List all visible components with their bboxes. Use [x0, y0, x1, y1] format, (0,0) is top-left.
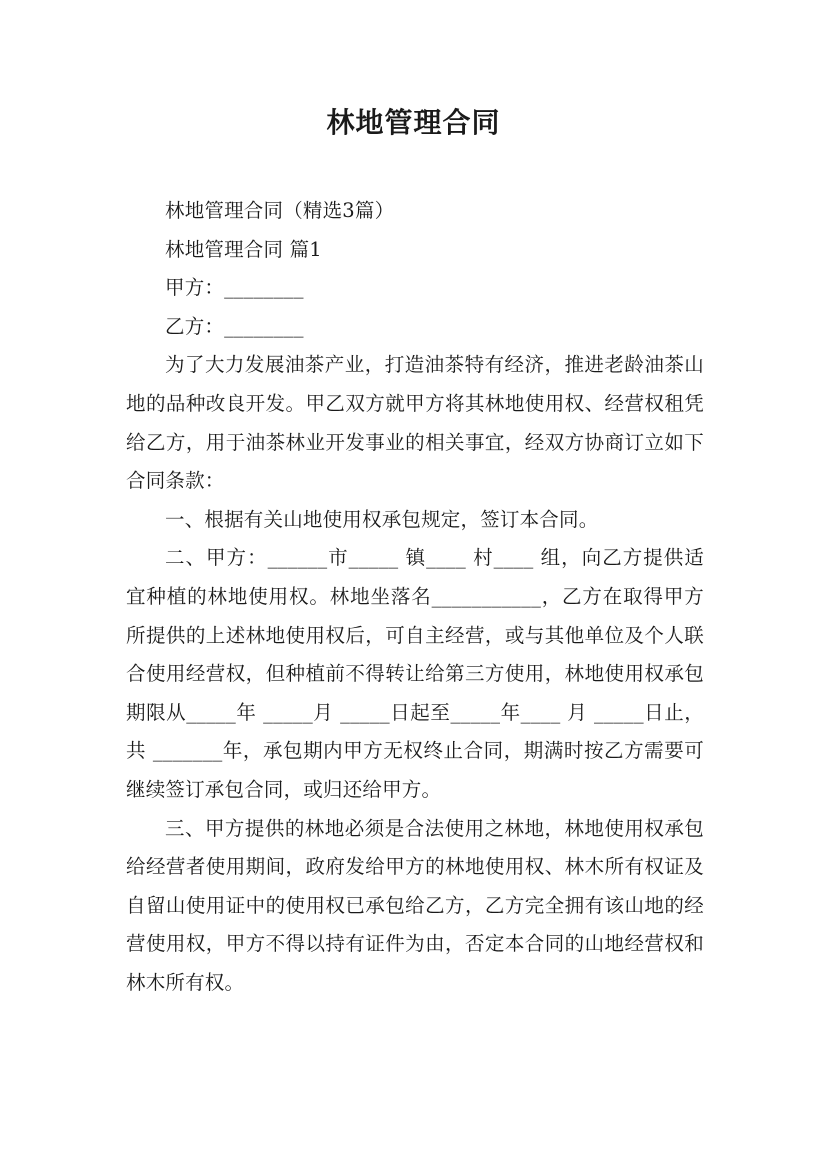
paragraph-clause-3: 三、甲方提供的林地必须是合法使用之林地，林地使用权承包给经营者使用期间，政府发给甲方的林地使用权、林木所有权证及自留山使用证中的使用权已承包给乙方，乙方完全拥有该山地的经营使用权，甲方不得以持有证件为由，否定本合同的山地经营权和林木所有权。: [126, 816, 704, 994]
paragraph-heading: 林地管理合同（精选3篇）: [165, 199, 395, 222]
paragraph-clause-2: 二、甲方：______市_____ 镇____ 村____ 组，向乙方提供适宜种植的林地使用权。林地坐落名___________，乙方在取得甲方所提供的上述林地使用权后，可自主经营，或与其他单位及个人联合使用经营权，但种植前不得转让给第三方使用，林地使用权承包期限从_____年 _____月 _____日起至_____年____ 月 _____日止，共 _______年，承包期内甲方无权终止合同，期满时按乙方需要可继续签订承包合同，或归还给甲方。: [126, 546, 704, 801]
paragraph-preamble: 为了大力发展油茶产业，打造油茶特有经济，推进老龄油茶山地的品种改良开发。甲乙双方就甲方将其林地使用权、经营权租凭给乙方，用于油茶林业开发事业的相关事宜，经双方协商订立如下合同条款：: [126, 353, 704, 493]
document-title: 林地管理合同: [326, 106, 501, 139]
document-body: [126, 192, 704, 1002]
paragraph-section-title: 林地管理合同 篇1: [165, 237, 322, 261]
paragraph-clause-1: 一、根据有关山地使用权承包规定，签订本合同。: [165, 507, 599, 531]
paragraph-party-b: 乙方：________: [165, 314, 304, 338]
paragraph-party-a: 甲方：________: [165, 276, 304, 300]
